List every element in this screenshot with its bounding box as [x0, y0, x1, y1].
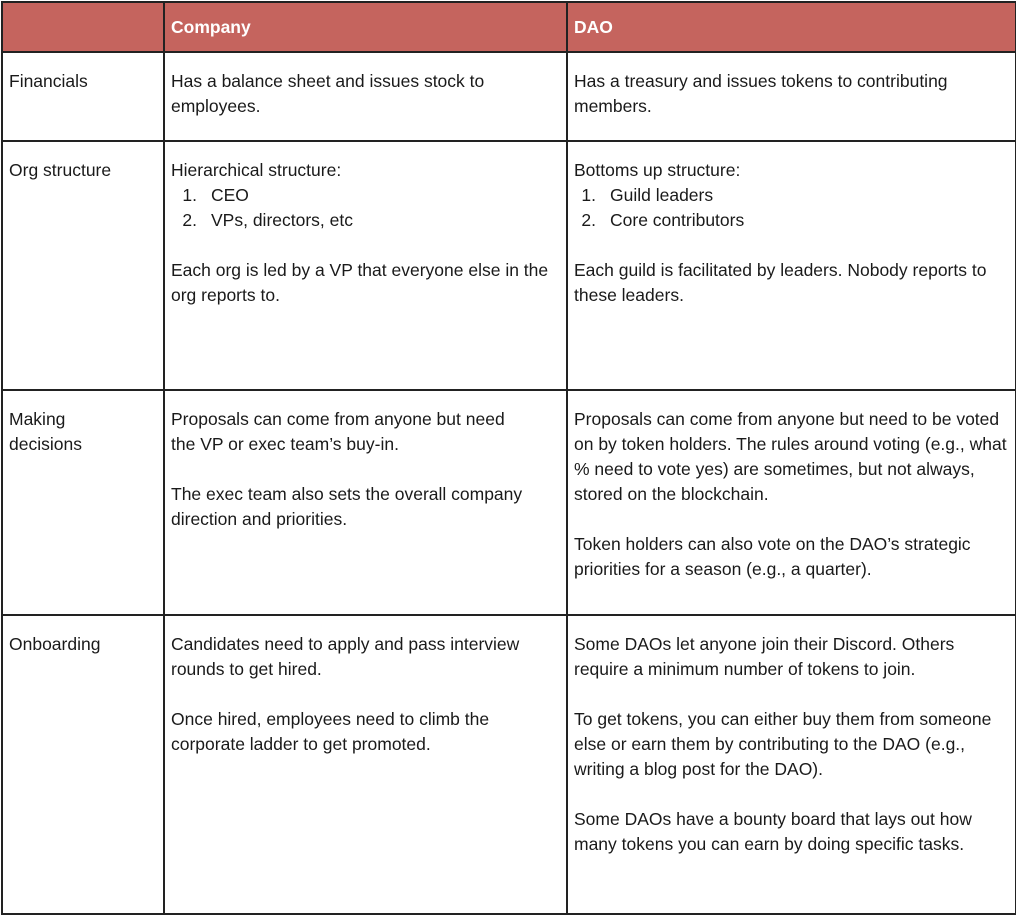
row-label: Financials	[2, 52, 164, 141]
company-text: Once hired, employees need to climb the corporate ladder to get promoted.	[171, 709, 490, 754]
header-row	[2, 2, 1016, 52]
dao-text: Token holders can also vote on the DAO’s strategic priorities for a season (e.g., a quarter).	[574, 534, 971, 579]
row-label: Org structure	[2, 141, 164, 390]
company-intro: Hierarchical structure:	[171, 160, 342, 180]
dao-text: Each guild is facilitated by leaders. Nobody reports to these leaders.	[574, 260, 987, 305]
dao-cell	[567, 141, 1016, 390]
table-row-onboarding	[2, 615, 1016, 914]
list-text: Core contributors	[610, 210, 745, 230]
company-cell	[164, 390, 567, 615]
company-text: The exec team also sets the overall company direction and priorities.	[171, 484, 523, 529]
header-dao: DAO	[567, 2, 1016, 52]
company-cell	[164, 615, 567, 914]
company-cell	[164, 52, 567, 141]
company-text: Proposals can come from anyone but need the VP or exec team’s buy-in.	[171, 409, 505, 454]
dao-intro: Bottoms up structure:	[574, 160, 741, 180]
dao-cell	[567, 52, 1016, 141]
dao-text: To get tokens, you can either buy them from someone else or earn them by contributing to the DAO (e.g., writing a blog post for the DAO).	[574, 709, 992, 779]
header-company: Company	[164, 2, 567, 52]
list-text: CEO	[211, 185, 249, 205]
table-row-org-structure	[2, 141, 1016, 390]
row-label: Onboarding	[2, 615, 164, 914]
table-row-making-decisions	[2, 390, 1016, 615]
list-item	[570, 208, 1009, 233]
row-label: Making decisions	[2, 390, 164, 615]
dao-structure-list	[570, 183, 1009, 233]
table-row-financials	[2, 52, 1016, 141]
list-text: Guild leaders	[610, 185, 714, 205]
list-item	[171, 183, 560, 208]
company-text: Has a balance sheet and issues stock to employees.	[171, 71, 485, 116]
dao-text: Proposals can come from anyone but need to be voted on by token holders. The rules around voting (e.g., what % need to vote yes) are sometimes, but not always, stored on the blockchain.	[574, 409, 1007, 504]
dao-cell	[567, 390, 1016, 615]
list-number: 2.	[581, 210, 596, 230]
list-text: VPs, directors, etc	[211, 210, 353, 230]
company-hierarchy-list	[171, 183, 560, 233]
list-number: 1.	[581, 185, 596, 205]
dao-text: Some DAOs have a bounty board that lays out how many tokens you can earn by doing specific tasks.	[574, 809, 972, 854]
comparison-table	[1, 1, 1016, 915]
list-number: 2.	[182, 210, 197, 230]
dao-text: Some DAOs let anyone join their Discord. Others require a minimum number of tokens to join.	[574, 634, 955, 679]
list-item	[171, 208, 560, 233]
header-empty-cell	[2, 2, 164, 52]
company-text: Candidates need to apply and pass interview rounds to get hired.	[171, 634, 520, 679]
dao-text: Has a treasury and issues tokens to contributing members.	[574, 71, 948, 116]
dao-cell	[567, 615, 1016, 914]
list-item	[570, 183, 1009, 208]
list-number: 1.	[182, 185, 197, 205]
company-text: Each org is led by a VP that everyone else in the org reports to.	[171, 260, 549, 305]
company-cell	[164, 141, 567, 390]
